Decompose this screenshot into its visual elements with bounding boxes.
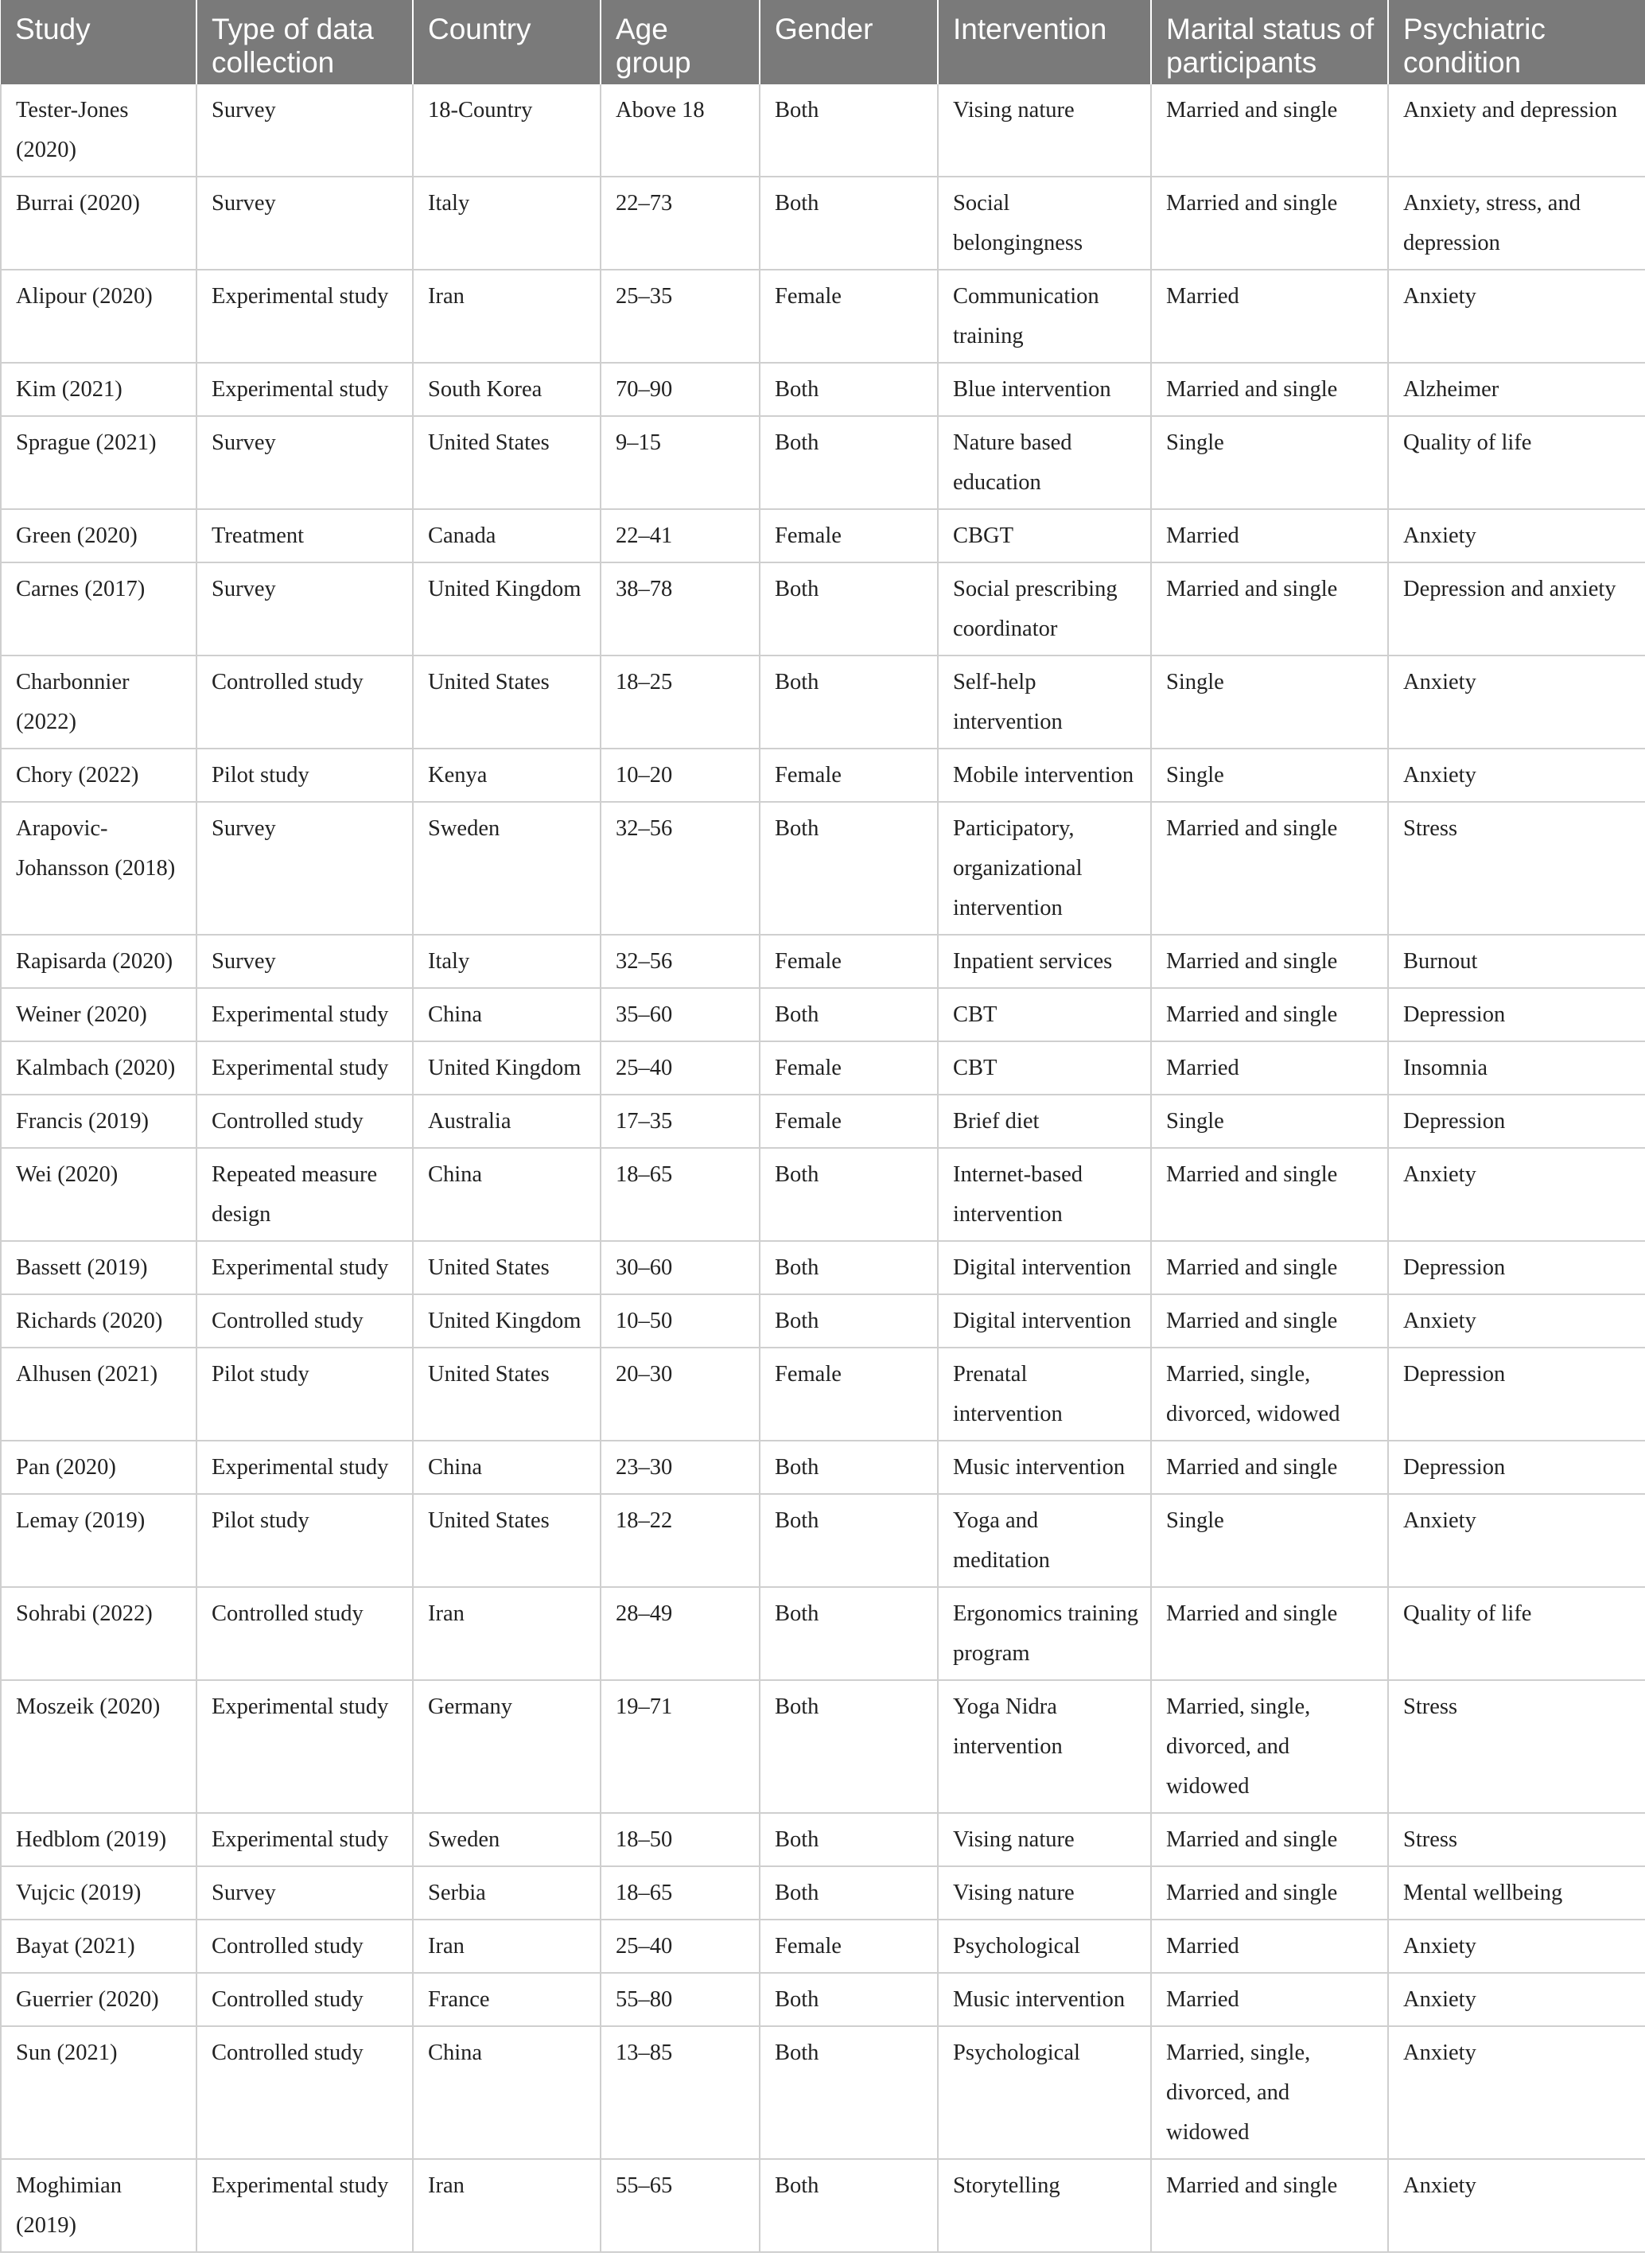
study-cell: Bassett (2019) <box>1 1241 196 1294</box>
study-cell: Burrai (2020) <box>1 177 196 270</box>
intervention-cell: Digital intervention <box>938 1241 1151 1294</box>
gender-cell: Both <box>760 2026 938 2159</box>
table-row <box>1 2026 1645 2159</box>
table-row <box>1 656 1645 749</box>
header-marital-status: Marital status of participants <box>1151 0 1388 84</box>
marital-status-cell: Married and single <box>1151 1813 1388 1866</box>
country-cell: United States <box>413 1241 601 1294</box>
intervention-cell: Communication training <box>938 270 1151 363</box>
marital-status-cell: Married, single, divorced, and widowed <box>1151 2026 1388 2159</box>
age-group-cell: 55–80 <box>601 1973 760 2026</box>
marital-status-cell: Married and single <box>1151 802 1388 935</box>
psychiatric-condition-cell: Anxiety <box>1388 2159 1645 2252</box>
data-collection-cell: Survey <box>196 802 413 935</box>
table-row <box>1 749 1645 802</box>
marital-status-cell: Married <box>1151 509 1388 562</box>
intervention-cell: Yoga Nidra intervention <box>938 1680 1151 1813</box>
intervention-cell: Psychological <box>938 2026 1151 2159</box>
marital-status-cell: Married <box>1151 1920 1388 1973</box>
table-row <box>1 177 1645 270</box>
psychiatric-condition-cell: Anxiety, stress, and depression <box>1388 177 1645 270</box>
intervention-cell: Internet-based intervention <box>938 1148 1151 1241</box>
psychiatric-condition-cell: Insomnia <box>1388 1041 1645 1095</box>
study-cell: Charbonnier (2022) <box>1 656 196 749</box>
data-collection-cell: Survey <box>196 935 413 988</box>
data-collection-cell: Experimental study <box>196 1441 413 1494</box>
psychiatric-condition-cell: Anxiety <box>1388 1148 1645 1241</box>
table-row <box>1 1241 1645 1294</box>
marital-status-cell: Married and single <box>1151 363 1388 416</box>
marital-status-cell: Married and single <box>1151 562 1388 656</box>
table-row <box>1 1813 1645 1866</box>
country-cell: China <box>413 1441 601 1494</box>
psychiatric-condition-cell: Depression <box>1388 1348 1645 1441</box>
age-group-cell: 25–35 <box>601 270 760 363</box>
marital-status-cell: Married and single <box>1151 1294 1388 1348</box>
gender-cell: Both <box>760 1441 938 1494</box>
psychiatric-condition-cell: Anxiety <box>1388 1294 1645 1348</box>
gender-cell: Female <box>760 270 938 363</box>
gender-cell: Both <box>760 84 938 177</box>
intervention-cell: Inpatient services <box>938 935 1151 988</box>
study-cell: Sun (2021) <box>1 2026 196 2159</box>
age-group-cell: 18–22 <box>601 1494 760 1587</box>
table-row <box>1 270 1645 363</box>
table-row <box>1 1920 1645 1973</box>
marital-status-cell: Married and single <box>1151 988 1388 1041</box>
psychiatric-condition-cell: Quality of life <box>1388 416 1645 509</box>
data-collection-cell: Experimental study <box>196 270 413 363</box>
data-collection-cell: Controlled study <box>196 656 413 749</box>
country-cell: Italy <box>413 935 601 988</box>
intervention-cell: Self-help intervention <box>938 656 1151 749</box>
gender-cell: Both <box>760 1680 938 1813</box>
gender-cell: Both <box>760 1866 938 1920</box>
data-collection-cell: Controlled study <box>196 1973 413 2026</box>
country-cell: United States <box>413 1494 601 1587</box>
psychiatric-condition-cell: Alzheimer <box>1388 363 1645 416</box>
marital-status-cell: Married and single <box>1151 1241 1388 1294</box>
age-group-cell: 10–20 <box>601 749 760 802</box>
study-cell: Chory (2022) <box>1 749 196 802</box>
data-collection-cell: Experimental study <box>196 1241 413 1294</box>
intervention-cell: Vising nature <box>938 84 1151 177</box>
study-cell: Kim (2021) <box>1 363 196 416</box>
study-cell: Rapisarda (2020) <box>1 935 196 988</box>
age-group-cell: 55–65 <box>601 2159 760 2252</box>
age-group-cell: 9–15 <box>601 416 760 509</box>
age-group-cell: 23–30 <box>601 1441 760 1494</box>
header-psychiatric-condition: Psychiatric condition <box>1388 0 1645 84</box>
age-group-cell: 17–35 <box>601 1095 760 1148</box>
data-collection-cell: Survey <box>196 1866 413 1920</box>
study-cell: Kalmbach (2020) <box>1 1041 196 1095</box>
age-group-cell: 10–50 <box>601 1294 760 1348</box>
intervention-cell: Social belongingness <box>938 177 1151 270</box>
data-collection-cell: Experimental study <box>196 1041 413 1095</box>
data-collection-cell: Controlled study <box>196 1587 413 1680</box>
psychiatric-condition-cell: Depression <box>1388 1241 1645 1294</box>
intervention-cell: CBGT <box>938 509 1151 562</box>
data-collection-cell: Experimental study <box>196 1680 413 1813</box>
psychiatric-condition-cell: Stress <box>1388 1680 1645 1813</box>
gender-cell: Both <box>760 988 938 1041</box>
psychiatric-condition-cell: Depression <box>1388 1095 1645 1148</box>
table-body <box>1 84 1645 2252</box>
marital-status-cell: Married <box>1151 1041 1388 1095</box>
header-country: Country <box>413 0 601 84</box>
study-cell: Tester-Jones (2020) <box>1 84 196 177</box>
country-cell: Serbia <box>413 1866 601 1920</box>
gender-cell: Both <box>760 2159 938 2252</box>
marital-status-cell: Married and single <box>1151 1148 1388 1241</box>
study-cell: Bayat (2021) <box>1 1920 196 1973</box>
country-cell: Iran <box>413 2159 601 2252</box>
marital-status-cell: Married and single <box>1151 177 1388 270</box>
data-collection-cell: Survey <box>196 416 413 509</box>
age-group-cell: 18–65 <box>601 1148 760 1241</box>
data-collection-cell: Experimental study <box>196 1813 413 1866</box>
table-row <box>1 1494 1645 1587</box>
country-cell: United States <box>413 656 601 749</box>
intervention-cell: Music intervention <box>938 1973 1151 2026</box>
data-collection-cell: Experimental study <box>196 2159 413 2252</box>
psychiatric-condition-cell: Depression <box>1388 1441 1645 1494</box>
country-cell: Sweden <box>413 802 601 935</box>
gender-cell: Both <box>760 1241 938 1294</box>
marital-status-cell: Single <box>1151 416 1388 509</box>
header-study: Study <box>1 0 196 84</box>
marital-status-cell: Single <box>1151 1494 1388 1587</box>
country-cell: Germany <box>413 1680 601 1813</box>
country-cell: Italy <box>413 177 601 270</box>
country-cell: China <box>413 988 601 1041</box>
psychiatric-condition-cell: Stress <box>1388 802 1645 935</box>
psychiatric-condition-cell: Depression and anxiety <box>1388 562 1645 656</box>
table-row <box>1 1587 1645 1680</box>
intervention-cell: Blue intervention <box>938 363 1151 416</box>
data-collection-cell: Treatment <box>196 509 413 562</box>
data-collection-cell: Pilot study <box>196 1494 413 1587</box>
study-cell: Sprague (2021) <box>1 416 196 509</box>
marital-status-cell: Married and single <box>1151 935 1388 988</box>
age-group-cell: 18–65 <box>601 1866 760 1920</box>
header-type-of-data-collection: Type of data collection <box>196 0 413 84</box>
psychiatric-condition-cell: Quality of life <box>1388 1587 1645 1680</box>
study-cell: Lemay (2019) <box>1 1494 196 1587</box>
psychiatric-condition-cell: Anxiety <box>1388 2026 1645 2159</box>
study-cell: Sohrabi (2022) <box>1 1587 196 1680</box>
country-cell: Australia <box>413 1095 601 1148</box>
data-collection-cell: Survey <box>196 562 413 656</box>
gender-cell: Female <box>760 1095 938 1148</box>
country-cell: Sweden <box>413 1813 601 1866</box>
age-group-cell: 18–25 <box>601 656 760 749</box>
table-header-row <box>1 0 1645 84</box>
header-gender: Gender <box>760 0 938 84</box>
age-group-cell: 30–60 <box>601 1241 760 1294</box>
intervention-cell: Yoga and meditation <box>938 1494 1151 1587</box>
country-cell: United States <box>413 416 601 509</box>
country-cell: United Kingdom <box>413 1041 601 1095</box>
intervention-cell: Ergonomics training program <box>938 1587 1151 1680</box>
country-cell: Iran <box>413 1587 601 1680</box>
gender-cell: Both <box>760 1813 938 1866</box>
table-row <box>1 988 1645 1041</box>
table-row <box>1 1441 1645 1494</box>
data-collection-cell: Controlled study <box>196 1095 413 1148</box>
gender-cell: Female <box>760 1041 938 1095</box>
study-cell: Richards (2020) <box>1 1294 196 1348</box>
gender-cell: Female <box>760 1920 938 1973</box>
country-cell: United States <box>413 1348 601 1441</box>
country-cell: France <box>413 1973 601 2026</box>
gender-cell: Both <box>760 177 938 270</box>
gender-cell: Both <box>760 1148 938 1241</box>
study-cell: Hedblom (2019) <box>1 1813 196 1866</box>
intervention-cell: Vising nature <box>938 1813 1151 1866</box>
table-row <box>1 1680 1645 1813</box>
psychiatric-condition-cell: Anxiety <box>1388 509 1645 562</box>
psychiatric-condition-cell: Stress <box>1388 1813 1645 1866</box>
table-row <box>1 1041 1645 1095</box>
table-row <box>1 84 1645 177</box>
psychiatric-condition-cell: Depression <box>1388 988 1645 1041</box>
age-group-cell: 20–30 <box>601 1348 760 1441</box>
psychiatric-condition-cell: Anxiety <box>1388 1920 1645 1973</box>
gender-cell: Both <box>760 802 938 935</box>
psychiatric-condition-cell: Anxiety <box>1388 1973 1645 2026</box>
age-group-cell: Above 18 <box>601 84 760 177</box>
gender-cell: Both <box>760 416 938 509</box>
age-group-cell: 18–50 <box>601 1813 760 1866</box>
gender-cell: Both <box>760 562 938 656</box>
study-cell: Vujcic (2019) <box>1 1866 196 1920</box>
data-collection-cell: Repeated measure design <box>196 1148 413 1241</box>
country-cell: South Korea <box>413 363 601 416</box>
intervention-cell: CBT <box>938 1041 1151 1095</box>
age-group-cell: 38–78 <box>601 562 760 656</box>
age-group-cell: 22–73 <box>601 177 760 270</box>
data-collection-cell: Survey <box>196 177 413 270</box>
study-cell: Alhusen (2021) <box>1 1348 196 1441</box>
table-row <box>1 416 1645 509</box>
age-group-cell: 25–40 <box>601 1041 760 1095</box>
marital-status-cell: Married, single, divorced, widowed <box>1151 1348 1388 1441</box>
table-row <box>1 1866 1645 1920</box>
psychiatric-condition-cell: Anxiety <box>1388 749 1645 802</box>
gender-cell: Both <box>760 363 938 416</box>
age-group-cell: 28–49 <box>601 1587 760 1680</box>
age-group-cell: 19–71 <box>601 1680 760 1813</box>
country-cell: United Kingdom <box>413 562 601 656</box>
table-row <box>1 1973 1645 2026</box>
gender-cell: Both <box>760 1494 938 1587</box>
age-group-cell: 25–40 <box>601 1920 760 1973</box>
marital-status-cell: Single <box>1151 749 1388 802</box>
age-group-cell: 32–56 <box>601 935 760 988</box>
header-age-group: Age group <box>601 0 760 84</box>
table-row <box>1 1294 1645 1348</box>
study-cell: Arapovic-Johansson (2018) <box>1 802 196 935</box>
study-cell: Guerrier (2020) <box>1 1973 196 2026</box>
intervention-cell: Participatory, organizational intervention <box>938 802 1151 935</box>
table-row <box>1 1095 1645 1148</box>
psychiatric-condition-cell: Anxiety <box>1388 656 1645 749</box>
table-row <box>1 363 1645 416</box>
age-group-cell: 35–60 <box>601 988 760 1041</box>
marital-status-cell: Married, single, divorced, and widowed <box>1151 1680 1388 1813</box>
study-cell: Francis (2019) <box>1 1095 196 1148</box>
psychiatric-condition-cell: Anxiety <box>1388 1494 1645 1587</box>
marital-status-cell: Single <box>1151 656 1388 749</box>
data-collection-cell: Experimental study <box>196 363 413 416</box>
gender-cell: Female <box>760 509 938 562</box>
marital-status-cell: Married and single <box>1151 2159 1388 2252</box>
country-cell: China <box>413 2026 601 2159</box>
psychiatric-condition-cell: Anxiety and depression <box>1388 84 1645 177</box>
country-cell: Kenya <box>413 749 601 802</box>
age-group-cell: 13–85 <box>601 2026 760 2159</box>
data-collection-cell: Controlled study <box>196 2026 413 2159</box>
age-group-cell: 22–41 <box>601 509 760 562</box>
psychiatric-condition-cell: Burnout <box>1388 935 1645 988</box>
gender-cell: Female <box>760 935 938 988</box>
gender-cell: Female <box>760 1348 938 1441</box>
gender-cell: Both <box>760 1294 938 1348</box>
table-row <box>1 802 1645 935</box>
intervention-cell: Music intervention <box>938 1441 1151 1494</box>
data-collection-cell: Controlled study <box>196 1920 413 1973</box>
age-group-cell: 70–90 <box>601 363 760 416</box>
data-collection-cell: Experimental study <box>196 988 413 1041</box>
intervention-cell: Psychological <box>938 1920 1151 1973</box>
study-cell: Alipour (2020) <box>1 270 196 363</box>
study-cell: Moghimian (2019) <box>1 2159 196 2252</box>
intervention-cell: Storytelling <box>938 2159 1151 2252</box>
table-row <box>1 509 1645 562</box>
age-group-cell: 32–56 <box>601 802 760 935</box>
header-intervention: Intervention <box>938 0 1151 84</box>
intervention-cell: Vising nature <box>938 1866 1151 1920</box>
study-cell: Weiner (2020) <box>1 988 196 1041</box>
table-row <box>1 562 1645 656</box>
marital-status-cell: Married <box>1151 270 1388 363</box>
intervention-cell: Nature based education <box>938 416 1151 509</box>
country-cell: Iran <box>413 1920 601 1973</box>
study-cell: Green (2020) <box>1 509 196 562</box>
study-cell: Pan (2020) <box>1 1441 196 1494</box>
intervention-cell: Digital intervention <box>938 1294 1151 1348</box>
gender-cell: Both <box>760 656 938 749</box>
intervention-cell: Mobile intervention <box>938 749 1151 802</box>
data-collection-cell: Pilot study <box>196 749 413 802</box>
marital-status-cell: Married and single <box>1151 84 1388 177</box>
marital-status-cell: Married and single <box>1151 1441 1388 1494</box>
marital-status-cell: Married <box>1151 1973 1388 2026</box>
intervention-cell: CBT <box>938 988 1151 1041</box>
gender-cell: Female <box>760 749 938 802</box>
gender-cell: Both <box>760 1973 938 2026</box>
country-cell: United Kingdom <box>413 1294 601 1348</box>
table-row <box>1 1348 1645 1441</box>
table-row <box>1 935 1645 988</box>
data-collection-cell: Survey <box>196 84 413 177</box>
intervention-cell: Brief diet <box>938 1095 1151 1148</box>
gender-cell: Both <box>760 1587 938 1680</box>
table-row <box>1 1148 1645 1241</box>
country-cell: Iran <box>413 270 601 363</box>
psychiatric-condition-cell: Anxiety <box>1388 270 1645 363</box>
data-collection-cell: Controlled study <box>196 1294 413 1348</box>
marital-status-cell: Married and single <box>1151 1587 1388 1680</box>
psychiatric-condition-cell: Mental wellbeing <box>1388 1866 1645 1920</box>
country-cell: Canada <box>413 509 601 562</box>
country-cell: China <box>413 1148 601 1241</box>
data-collection-cell: Pilot study <box>196 1348 413 1441</box>
intervention-cell: Prenatal intervention <box>938 1348 1151 1441</box>
study-cell: Moszeik (2020) <box>1 1680 196 1813</box>
marital-status-cell: Married and single <box>1151 1866 1388 1920</box>
marital-status-cell: Single <box>1151 1095 1388 1148</box>
intervention-cell: Social prescribing coordinator <box>938 562 1151 656</box>
country-cell: 18-Country <box>413 84 601 177</box>
table-row <box>1 2159 1645 2252</box>
study-cell: Carnes (2017) <box>1 562 196 656</box>
study-cell: Wei (2020) <box>1 1148 196 1241</box>
